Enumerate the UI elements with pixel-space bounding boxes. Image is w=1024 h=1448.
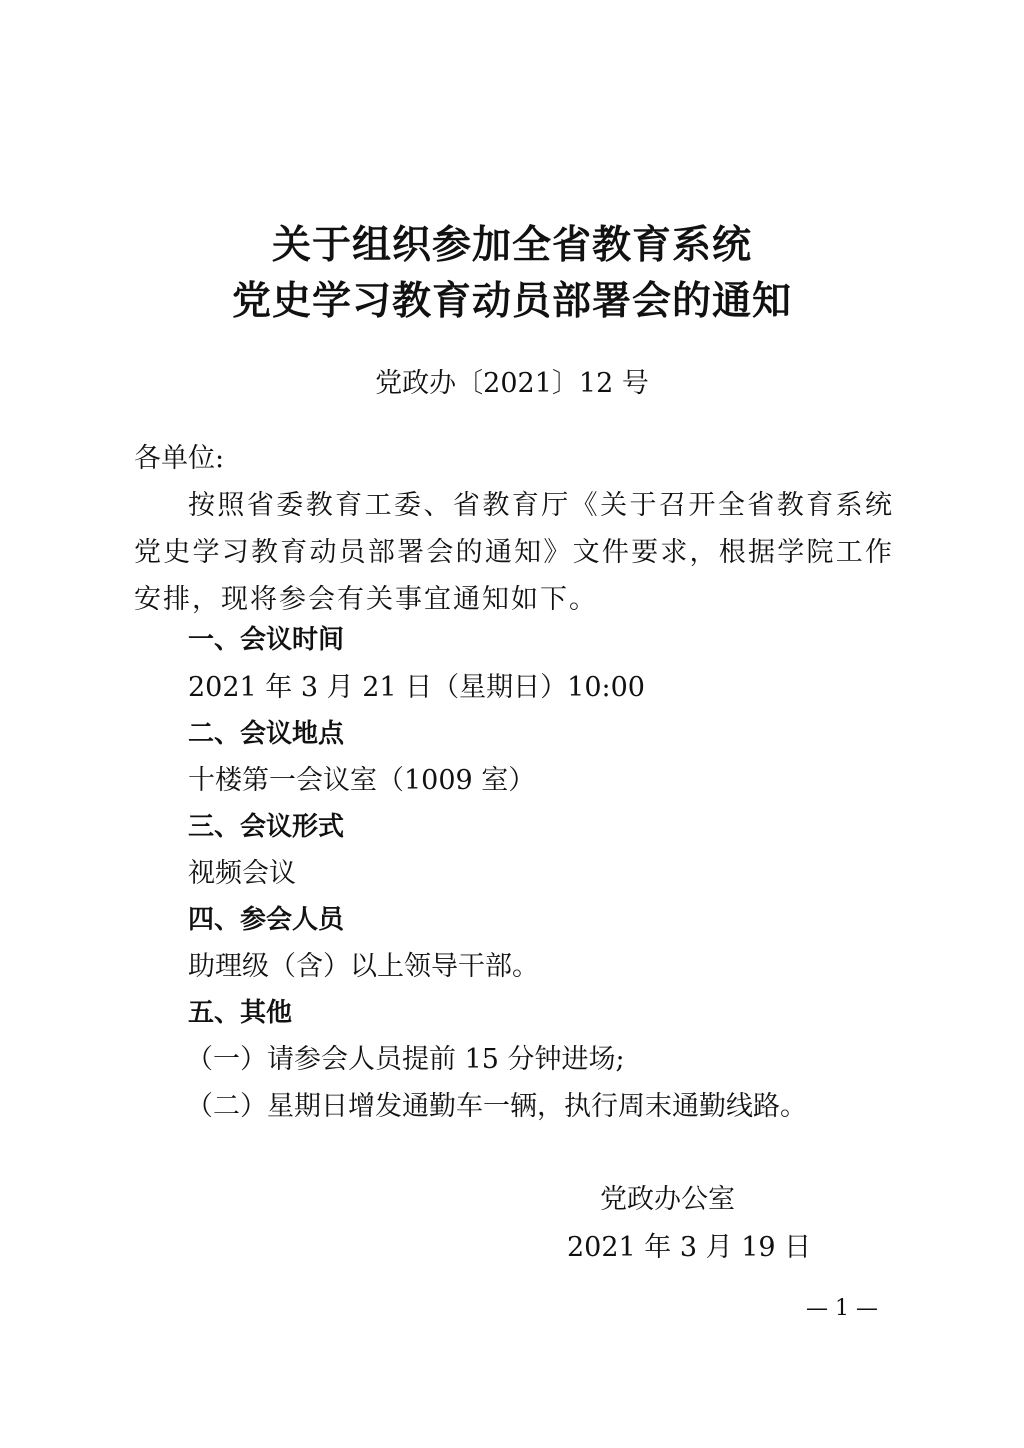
title-line-1: 关于组织参加全省教育系统 — [271, 222, 752, 268]
salutation: 各单位: — [134, 443, 225, 474]
signature-office: 党政办公室 — [600, 1184, 735, 1215]
other-item-1: （一）请参会人员提前 15 分钟进场; — [186, 1044, 625, 1075]
page-number: — 1 — — [806, 1296, 878, 1321]
other-item-2: （二）星期日增发通勤车一辆，执行周末通勤线路。 — [186, 1091, 807, 1122]
section-content-location: 十楼第一会议室（1009 室） — [188, 765, 536, 796]
document-title — [0, 217, 1024, 329]
intro-paragraph: 按照省委教育工委、省教育厅《关于召开全省教育系统党史学习教育动员部署会的通知》文件要求，根据学院工作安排，现将参会有关事宜通知如下。 — [134, 490, 894, 615]
title-line-2: 党史学习教育动员部署会的通知 — [231, 278, 792, 324]
section-content-format: 视频会议 — [188, 858, 296, 889]
section-heading-format: 三、会议形式 — [188, 812, 345, 842]
section-content-attendees: 助理级（含）以上领导干部。 — [188, 951, 539, 982]
section-content-time: 2021 年 3 月 21 日（星期日）10:00 — [188, 672, 645, 703]
signature-date: 2021 年 3 月 19 日 — [567, 1232, 812, 1263]
document-number: 党政办〔2021〕12 号 — [375, 368, 649, 399]
section-heading-location: 二、会议地点 — [188, 719, 345, 749]
section-heading-other: 五、其他 — [188, 998, 293, 1028]
section-heading-attendees: 四、参会人员 — [188, 905, 345, 935]
section-heading-time: 一、会议时间 — [188, 625, 345, 655]
